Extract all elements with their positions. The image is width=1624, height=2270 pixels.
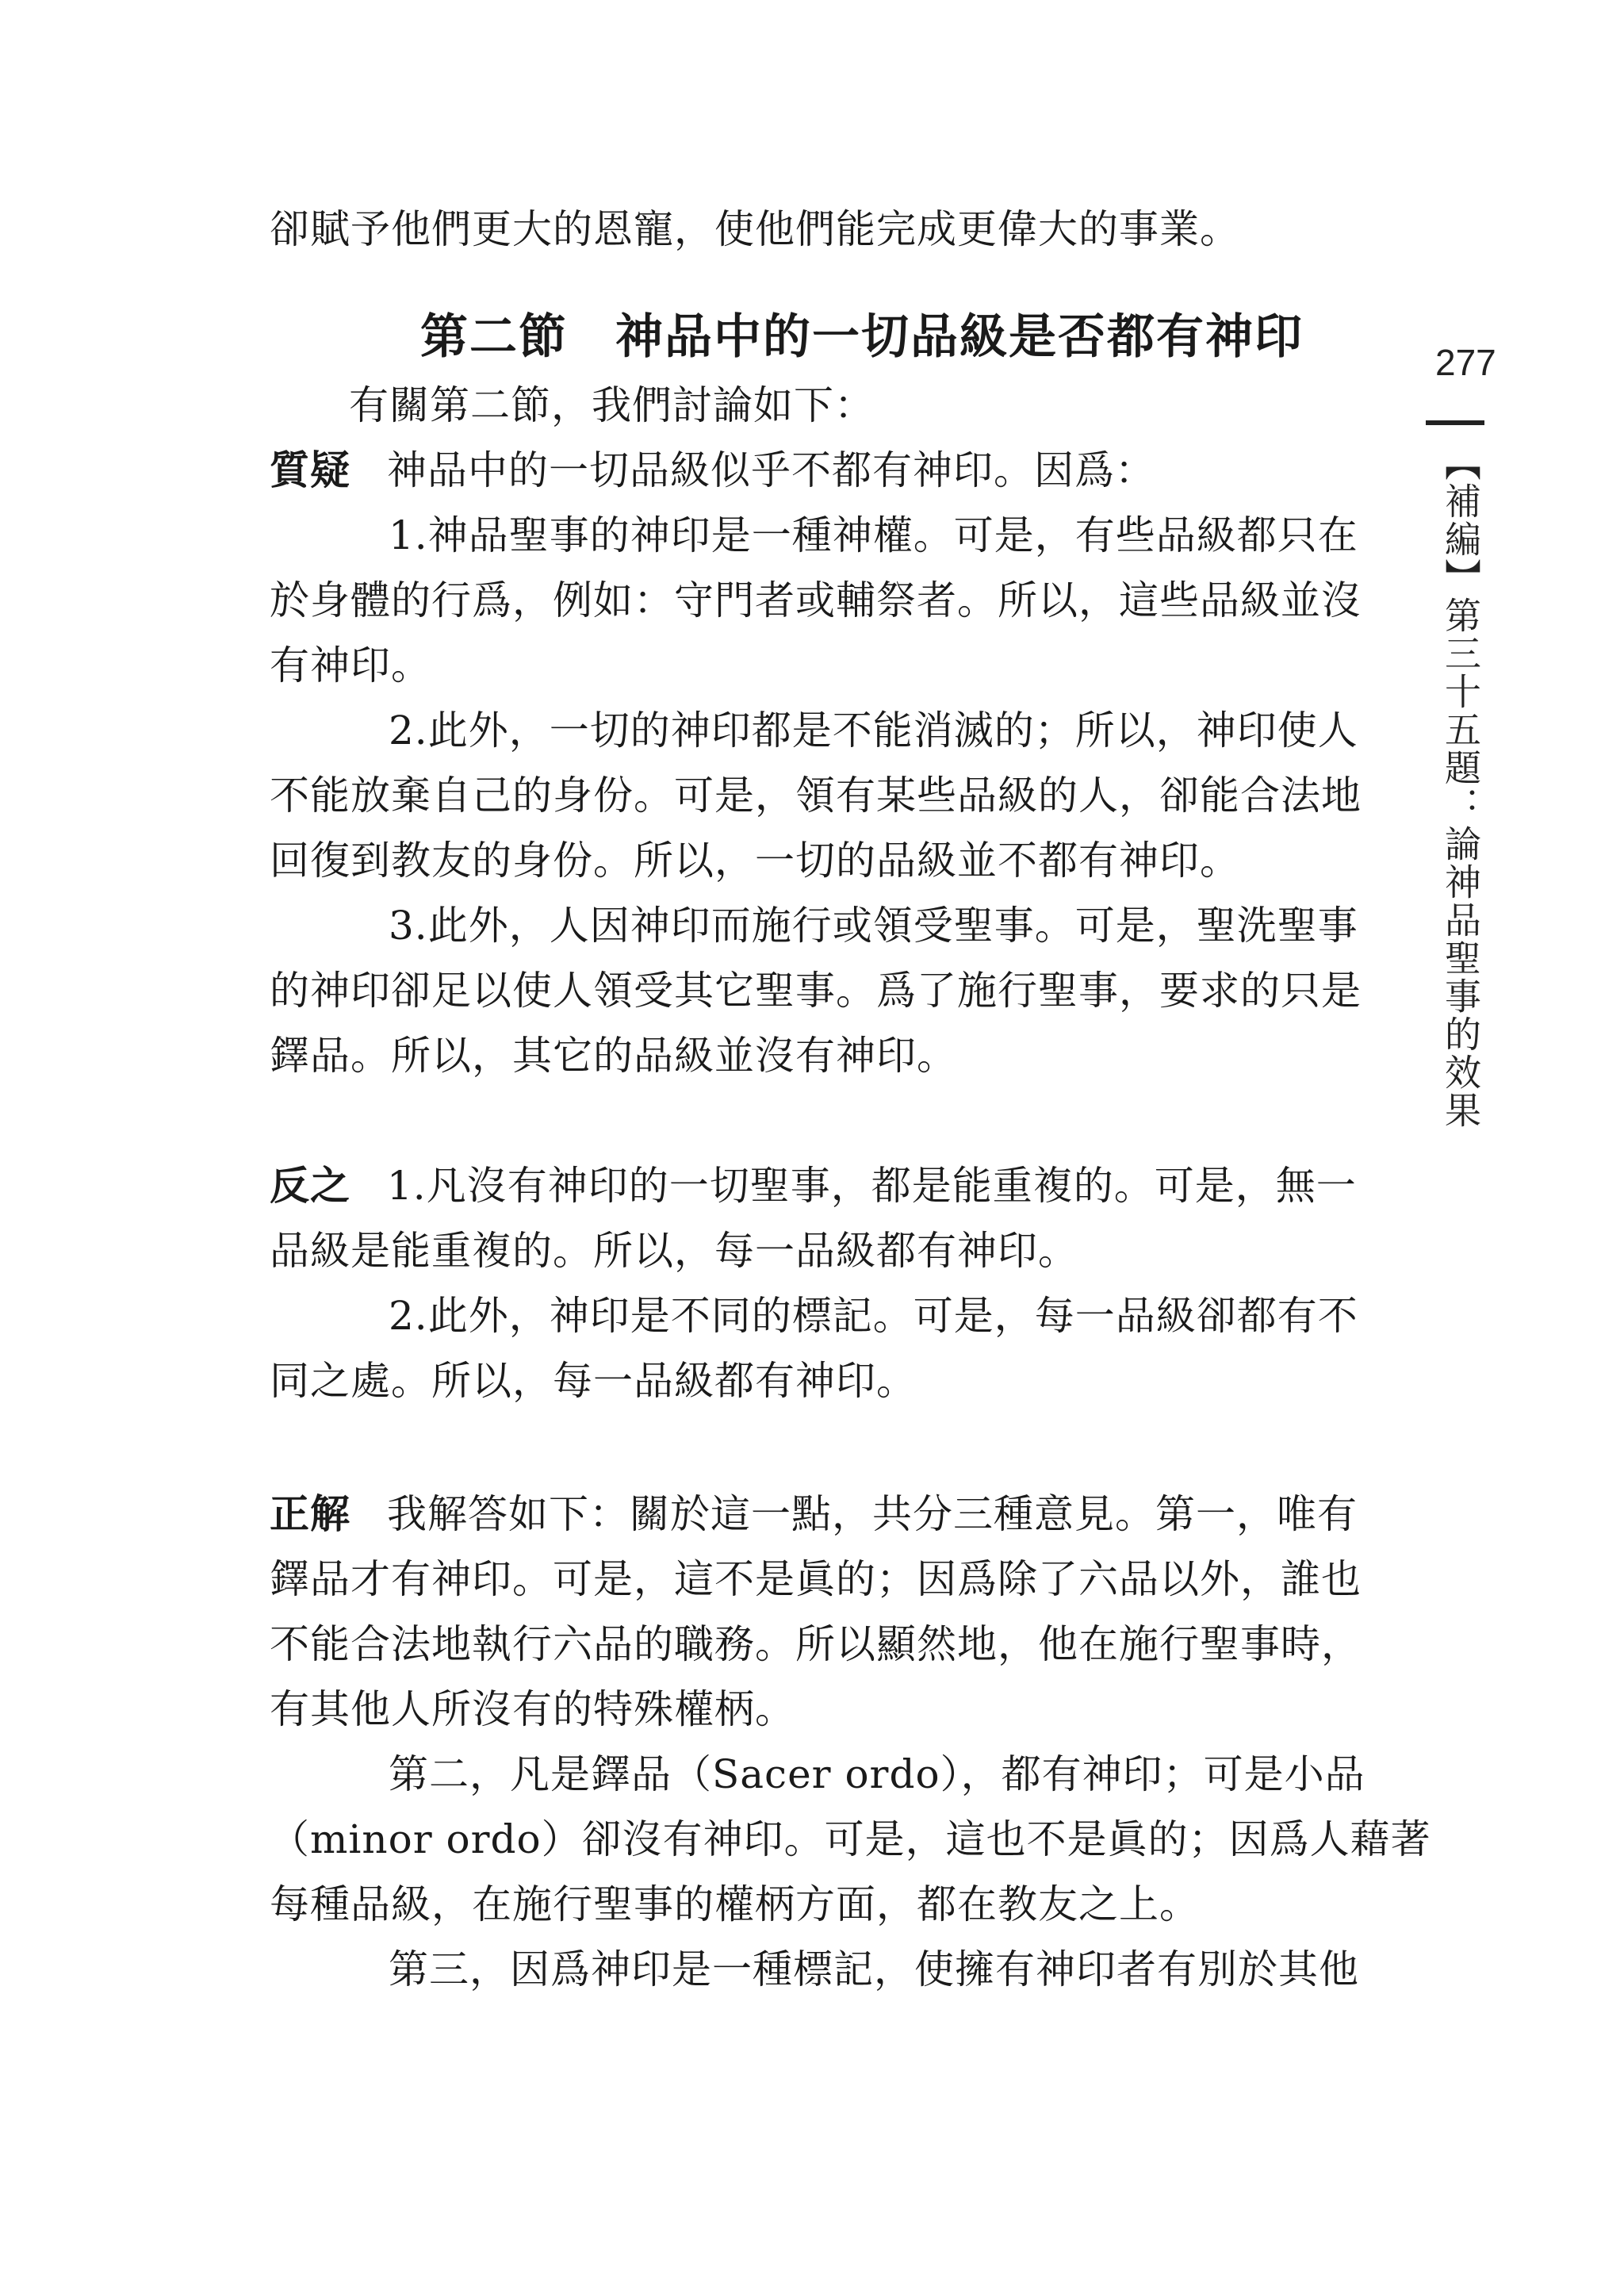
response-text: 我解答如下：關於這一點，共分三種意見。第一，唯有 <box>387 1491 1358 1537</box>
objection-1-line-1: 1.神品聖事的神印是一種神權。可是，有些品級都只在 <box>389 512 1358 558</box>
objection-2-line-1: 2.此外，一切的神印都是不能消滅的；所以，神印使人 <box>389 707 1358 753</box>
section-heading <box>270 301 1389 373</box>
response-3-line-1: 第三，因爲神印是一種標記，使擁有神印者有別於其他 <box>389 1946 1359 1992</box>
response-label: 正解 <box>270 1491 350 1537</box>
objection-3-line-1: 3.此外，人因神印而施行或領受聖事。可是，聖洗聖事 <box>389 903 1358 949</box>
page-number: 277 <box>1435 342 1496 383</box>
response-1-line-2: 鐸品才有神印。可是，這不是眞的；因爲除了六品以外，誰也 <box>270 1556 1362 1602</box>
response-2-line-2: （minor ordo）卻沒有神印。可是，這也不是眞的；因爲人藉著 <box>270 1816 1431 1862</box>
main-text <box>270 197 1431 2002</box>
response-2-line-1: 第二，凡是鐸品（Sacer ordo），都有神印；可是小品 <box>389 1751 1365 1797</box>
objections-first-line <box>270 438 1389 503</box>
objection-3-line-3: 鐸品。所以，其它的品級並沒有神印。 <box>270 1033 957 1079</box>
objection-2-line-3: 回復到教友的身份。所以，一切的品級並不都有神印。 <box>270 838 1240 884</box>
running-head: 【補編】第三十五題：論神品聖事的效果 <box>1439 444 1482 1129</box>
sed-contra-first-line <box>270 1153 1389 1218</box>
objection-3-line-2: 的神印卻足以使人領受其它聖事。爲了施行聖事，要求的只是 <box>270 968 1362 1014</box>
sed-contra-1-line-2: 品級是能重複的。所以，每一品級都有神印。 <box>270 1228 1078 1274</box>
objection-2-line-2: 不能放棄自己的身份。可是，領有某些品級的人，卻能合法地 <box>270 773 1362 819</box>
sed-contra-2-line-2: 同之處。所以，每一品級都有神印。 <box>270 1358 917 1404</box>
objections-text: 神品中的一切品級似乎不都有神印。因爲： <box>387 447 1155 493</box>
header-rule <box>1426 420 1484 425</box>
objection-1-line-3: 有神印。 <box>270 642 431 688</box>
response-first-line <box>270 1482 1389 1547</box>
intro-line: 卻賦予他們更大的恩寵，使他們能完成更偉大的事業。 <box>270 206 1240 252</box>
sed-contra-2-line-1: 2.此外，神印是不同的標記。可是，每一品級卻都有不 <box>389 1293 1358 1339</box>
sed-contra-label: 反之 <box>270 1163 350 1209</box>
section-intro: 有關第二節，我們討論如下： <box>349 382 875 428</box>
sed-contra-text: 1.凡沒有神印的一切聖事，都是能重複的。可是，無一 <box>387 1163 1357 1209</box>
objection-1-line-2: 於身體的行爲，例如：守門者或輔祭者。所以，這些品級並沒 <box>270 577 1362 623</box>
response-1-line-3: 不能合法地執行六品的職務。所以顯然地，他在施行聖事時， <box>270 1621 1362 1667</box>
section-heading-title: 神品中的一切品級是否都有神印 <box>615 309 1304 365</box>
response-1-line-4: 有其他人所沒有的特殊權柄。 <box>270 1686 795 1732</box>
objections-label: 質疑 <box>270 447 350 493</box>
section-heading-number: 第二節 <box>420 309 568 365</box>
response-2-line-3: 每種品級，在施行聖事的權柄方面，都在教友之上。 <box>270 1881 1200 1927</box>
